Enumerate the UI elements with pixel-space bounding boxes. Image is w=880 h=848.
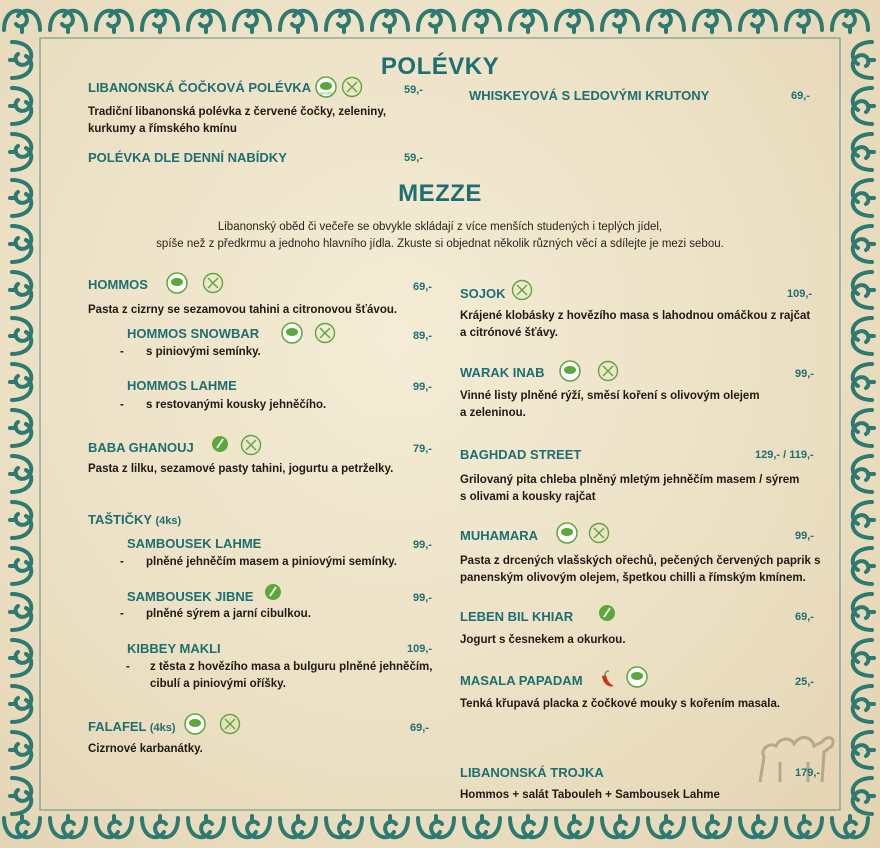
border-ornament [10,456,31,492]
item-price-warak: 99,- [795,368,814,380]
vegan-icon [315,76,337,98]
item-price-samb-lahme: 99,- [413,539,432,551]
item-price-cockova: 59,- [404,84,423,96]
item-bullet-text: s piniovými semínky. [146,346,261,358]
border-ornament [10,548,31,584]
border-ornament [853,640,874,676]
border-ornament [10,88,31,124]
item-name-baghdad: BAGHDAD STREET [460,447,582,462]
border-ornament [96,11,132,32]
item-bullet-text: z těsta z hovězího masa a bulguru plněné jehněčím, [150,661,433,673]
vegan-icon [184,713,206,735]
border-ornament [853,686,874,722]
item-desc-muhamara-2: panenským olivovým olejem, špetkou chilli a římským kmínem. [460,572,806,584]
border-ornament [96,816,132,837]
item-name-snowbar: HOMMOS SNOWBAR [127,326,260,341]
border-ornament [464,11,500,32]
item-name-falafel [88,719,176,734]
item-price-sojok: 109,- [787,288,813,300]
vegetarian-icon [596,603,618,625]
item-desc-baba: Pasta z lilku, sezamové pasty tahini, jogurtu a petrželky. [88,463,394,475]
item-price-denni: 59,- [404,152,423,164]
item-name-muhamara: MUHAMARA [460,528,538,543]
border-ornament [10,410,31,446]
border-ornament [188,11,224,32]
item-bullet-text: plněné sýrem a jarní cibulkou. [146,608,311,620]
border-ornament [740,816,776,837]
gluten-free-icon [511,279,533,301]
vegan-icon [626,666,648,688]
item-desc-sojok-2: a citrónové šťávy. [460,327,558,339]
item-desc-masala: Tenká křupavá placka z čočkové mouky s kořením masala. [460,698,781,710]
item-bullet-snowbar: - s piniovými semínky. [120,346,261,358]
border-ornament [740,11,776,32]
border-ornament [10,502,31,538]
item-name-trojka: LIBANONSKÁ TROJKA [460,765,604,780]
tasticky-label: TAŠTIČKY [88,512,152,527]
border-ornament [853,502,874,538]
border-ornament [832,11,868,32]
item-name-samb-lahme: SAMBOUSEK LAHME [127,536,262,551]
gluten-free-icon [588,522,610,544]
border-ornament [853,732,874,768]
border-ornament [234,816,270,837]
border-ornament [10,732,31,768]
border-ornament [188,816,224,837]
item-price-muhamara: 99,- [795,530,814,542]
border-ornament [10,594,31,630]
mezze-intro-2: spíše než z předkrmu a jednoho hlavního jídla. Zkuste si objednat několik různých věcí a sdílejte je mezi sebou. [156,238,724,250]
item-name-tasticky [88,512,181,527]
border-ornament [50,11,86,32]
border-ornament [853,594,874,630]
item-price-hommos-lahme: 99,- [413,381,432,393]
item-desc-baghdad-1: Grilovaný pita chleba plněný mletým jehněčím masem / sýrem [460,474,800,486]
item-desc-hommos: Pasta z cizrny se sezamovou tahini a citronovou šťávou. [88,304,398,316]
border-ornament [556,816,592,837]
falafel-note: (4ks) [149,722,176,734]
border-ornament [50,816,86,837]
border-ornament [418,11,454,32]
border-ornament [853,226,874,262]
item-price-leben: 69,- [795,611,814,623]
gluten-free-icon [597,360,619,382]
item-desc-leben: Jogurt s česnekem a okurkou. [460,634,626,646]
border-ornament [4,11,40,32]
item-name-denni: POLÉVKA DLE DENNÍ NABÍDKY [88,150,287,165]
border-ornament [832,816,868,837]
vegan-icon [166,272,188,294]
border-ornament [602,11,638,32]
border-ornament [234,11,270,32]
border-ornament [694,11,730,32]
border-ornament [853,134,874,170]
border-ornament [142,11,178,32]
gluten-free-icon [314,322,336,344]
border-ornament [556,11,592,32]
item-name-masala: MASALA PAPADAM [460,673,583,688]
item-price-snowbar: 89,- [413,330,432,342]
border-ornament [786,11,822,32]
item-price-trojka: 179,- [795,767,821,779]
item-bullet-kibbey-2: cibulí a piniovými oříšky. [150,678,286,690]
border-ornament [372,11,408,32]
border-ornament [853,272,874,308]
item-desc-trojka: Hommos + salát Tabouleh + Sambousek Lahme [460,789,720,801]
item-name-whiskey: WHISKEYOVÁ S LEDOVÝMI KRUTONY [469,88,710,103]
border-ornament [853,318,874,354]
border-ornament [510,11,546,32]
border-ornament [4,816,40,837]
vegetarian-icon [209,434,231,456]
item-name-samb-jibne: SAMBOUSEK JIBNE [127,589,254,604]
item-desc-falafel: Cizrnové karbanátky. [88,743,203,755]
vegan-icon [281,322,303,344]
mezze-intro-1: Libanonský oběd či večeře se obvykle skládají z více menších studených i teplých jídel, [217,221,663,233]
item-bullet-kibbey-1: - z těsta z hovězího masa a bulguru plněné jehněčím, [126,661,433,673]
border-ornament [648,816,684,837]
item-desc-baghdad-2: s olivami a kousky rajčat [460,491,596,503]
border-ornament [142,816,178,837]
border-ornament [280,11,316,32]
border-ornament [510,816,546,837]
item-name-sojok: SOJOK [460,286,506,301]
border-ornament [853,88,874,124]
border-ornament [648,11,684,32]
border-ornament [853,456,874,492]
border-ornament [10,134,31,170]
border-ornament [694,816,730,837]
border-ornament [326,816,362,837]
vegan-icon [559,360,581,382]
item-price-falafel: 69,- [410,722,429,734]
border-ornament [853,548,874,584]
border-ornament [418,816,454,837]
gluten-free-icon [341,76,363,98]
border-ornament [853,778,874,814]
border-ornament [10,778,31,814]
border-ornament [464,816,500,837]
item-name-hommos-lahme: HOMMOS LAHME [127,378,237,393]
border-ornament [786,816,822,837]
border-ornament [10,686,31,722]
border-ornament [372,816,408,837]
tasticky-note: (4ks) [155,515,182,527]
item-bullet-samb-lahme: - plněné jehněčím masem a piniovými semínky. [120,556,397,568]
item-name-cockova: LIBANONSKÁ ČOČKOVÁ POLÉVKA [88,80,312,95]
item-price-baghdad: 129,- / 119,- [755,449,814,461]
item-desc-muhamara-1: Pasta z drcených vlašských ořechů, pečených červených paprik s [460,555,821,567]
item-price-hommos: 69,- [413,281,432,293]
gluten-free-icon [219,713,241,735]
border-ornament [326,11,362,32]
border-ornament [10,364,31,400]
border-ornament [10,226,31,262]
border-ornament [853,364,874,400]
item-bullet-text: s restovanými kousky jehněčího. [146,399,327,411]
chili-icon [597,668,619,690]
item-bullet-hommos-lahme: - s restovanými kousky jehněčího. [120,399,327,411]
vegan-icon [556,522,578,544]
falafel-label: FALAFEL [88,719,147,734]
border-ornament [280,816,316,837]
item-price-samb-jibne: 99,- [413,592,432,604]
item-price-whiskey: 69,- [791,90,810,102]
gluten-free-icon [240,434,262,456]
item-desc-cockova-1: Tradiční libanonská polévka z červené čočky, zeleniny, [88,106,387,118]
item-name-hommos: HOMMOS [88,277,148,292]
border-ornament [602,816,638,837]
vegetarian-icon [262,582,284,604]
svg-text:VEGAN: VEGAN [319,91,333,96]
item-price-baba: 79,- [413,443,432,455]
camel-watermark [750,712,840,792]
border-ornament [853,410,874,446]
item-name-kibbey: KIBBEY MAKLI [127,641,221,656]
item-name-leben: LEBEN BIL KHIAR [460,609,574,624]
border-ornament [10,318,31,354]
item-price-masala: 25,- [795,676,814,688]
item-desc-warak-2: a zeleninou. [460,407,526,419]
item-desc-warak-1: Vinné listy plněné rýží, směsí koření s olivovým olejem [460,390,760,402]
item-desc-cockova-2: kurkumy a římského kmínu [88,123,237,135]
item-price-kibbey: 109,- [407,643,433,655]
border-ornament [10,272,31,308]
border-ornament [10,640,31,676]
item-desc-sojok-1: Krájené klobásky z hovězího masa s lahodnou omáčkou z rajčat [460,310,811,322]
section-title-polevky: POLÉVKY [380,53,500,80]
item-name-warak: WARAK INAB [460,365,545,380]
item-name-baba: BABA GHANOUJ [88,440,194,455]
item-bullet-samb-jibne: - plněné sýrem a jarní cibulkou. [120,608,311,620]
item-bullet-text: plněné jehněčím masem a piniovými semínky. [146,556,397,568]
section-title-mezze: MEZZE [398,180,482,207]
gluten-free-icon [202,272,224,294]
